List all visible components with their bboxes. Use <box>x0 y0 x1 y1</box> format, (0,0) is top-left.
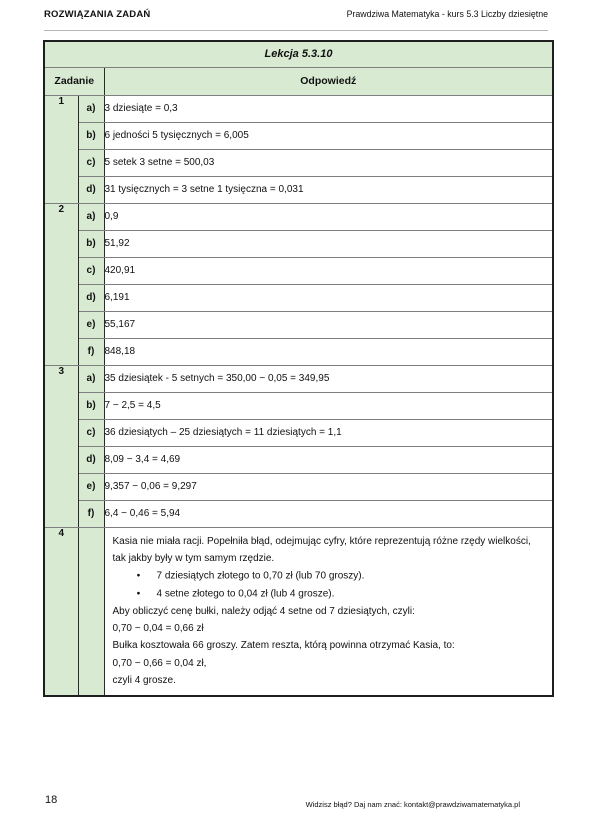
answer-row <box>44 473 553 500</box>
answer-cell: 31 tysięcznych = 3 setne 1 tysięczna = 0,031 <box>104 176 553 203</box>
task-letter-cell: c) <box>78 419 104 446</box>
task-letter-cell: d) <box>78 284 104 311</box>
answer-row <box>44 257 553 284</box>
column-header-task: Zadanie <box>44 67 104 95</box>
bullet-text: 4 setne złotego to 0,04 zł (lub 4 grosze). <box>156 588 335 600</box>
bullet-icon: ● <box>136 589 141 597</box>
answer-cell: 36 dziesiątych – 25 dziesiątych = 11 dziesiątych = 1,1 <box>104 419 553 446</box>
answer-cell: 35 dziesiątek - 5 setnych = 350,00 − 0,05 = 349,95 <box>104 365 553 392</box>
text-line: 0,70 − 0,66 = 0,04 zł, <box>112 657 207 669</box>
task-number-cell: 2 <box>44 203 78 365</box>
lesson-title-row <box>44 41 553 67</box>
lesson-title: Lekcja 5.3.10 <box>44 41 553 67</box>
document-header <box>44 9 548 31</box>
task-letter-cell: a) <box>78 365 104 392</box>
answer-cell: 6,4 − 0,46 = 5,94 <box>104 500 553 527</box>
answer-cell: 848,18 <box>104 338 553 365</box>
task-letter-cell: a) <box>78 203 104 230</box>
task-letter-cell: c) <box>78 257 104 284</box>
answer-cell: 420,91 <box>104 257 553 284</box>
answer-row <box>44 365 553 392</box>
task-letter-cell: b) <box>78 122 104 149</box>
answer-row <box>44 500 553 527</box>
task-letter-cell: e) <box>78 473 104 500</box>
text-line: Kasia nie miała racji. Popełniła błąd, odejmując cyfry, które reprezentują różne rzędy wielkości, tak jakby były w tym samym rzędzie. <box>112 535 531 564</box>
column-header-row <box>44 67 553 95</box>
task-letter-cell: a) <box>78 95 104 122</box>
answer-row <box>44 149 553 176</box>
answer-cell <box>104 527 553 696</box>
answer-cell: 51,92 <box>104 230 553 257</box>
text-line: czyli 4 grosze. <box>112 674 176 686</box>
answer-cell: 7 − 2,5 = 4,5 <box>104 392 553 419</box>
answer-cell: 3 dziesiąte = 0,3 <box>104 95 553 122</box>
bullet-line <box>113 585 545 603</box>
answer-row <box>44 392 553 419</box>
answer-row <box>44 419 553 446</box>
answer-row <box>44 95 553 122</box>
task-letter-cell: e) <box>78 311 104 338</box>
task-letter-cell: f) <box>78 500 104 527</box>
answer-cell: 55,167 <box>104 311 553 338</box>
bullet-icon: ● <box>136 572 141 580</box>
task-letter-cell <box>78 527 104 696</box>
footer-contact: Widzisz błąd? Daj nam znać: kontakt@prawdziwamatematyka.pl <box>305 800 520 809</box>
bullet-text: 7 dziesiątych złotego to 0,70 zł (lub 70 groszy). <box>156 570 365 582</box>
answer-cell: 9,357 − 0,06 = 9,297 <box>104 473 553 500</box>
header-right-course: Prawdziwa Matematyka - kurs 5.3 Liczby dziesiętne <box>346 9 548 19</box>
answer-row <box>44 230 553 257</box>
answers-table-body <box>44 95 553 696</box>
task-number-cell: 1 <box>44 95 78 203</box>
page-number: 18 <box>45 794 58 806</box>
answer-cell: 6,191 <box>104 284 553 311</box>
answer-row <box>44 203 553 230</box>
answer-row <box>44 446 553 473</box>
answer-row <box>44 284 553 311</box>
column-header-answer: Odpowiedź <box>104 67 553 95</box>
task-letter-cell: d) <box>78 446 104 473</box>
answer-cell: 5 setek 3 setne = 500,03 <box>104 149 553 176</box>
answer-row <box>44 338 553 365</box>
task-letter-cell: f) <box>78 338 104 365</box>
text-line: Aby obliczyć cenę bułki, należy odjąć 4 setne od 7 dziesiątych, czyli: <box>112 605 415 617</box>
answer-row <box>44 527 553 696</box>
answer-row <box>44 122 553 149</box>
answer-cell: 8,09 − 3,4 = 4,69 <box>104 446 553 473</box>
task-number-cell: 3 <box>44 365 78 527</box>
bullet-line <box>113 567 545 585</box>
answer-row <box>44 176 553 203</box>
answer-row <box>44 311 553 338</box>
task-number-cell: 4 <box>44 527 78 696</box>
task-letter-cell: c) <box>78 149 104 176</box>
task-letter-cell: d) <box>78 176 104 203</box>
answer-cell: 0,9 <box>104 203 553 230</box>
text-line: Bułka kosztowała 66 groszy. Zatem reszta, którą powinna otrzymać Kasia, to: <box>112 640 455 652</box>
task-letter-cell: b) <box>78 392 104 419</box>
answer-cell: 6 jedności 5 tysięcznych = 6,005 <box>104 122 553 149</box>
answers-table <box>43 40 554 697</box>
header-left-title: ROZWIĄZANIA ZADAŃ <box>44 9 151 20</box>
task-letter-cell: b) <box>78 230 104 257</box>
text-line: 0,70 − 0,04 = 0,66 zł <box>112 622 204 634</box>
